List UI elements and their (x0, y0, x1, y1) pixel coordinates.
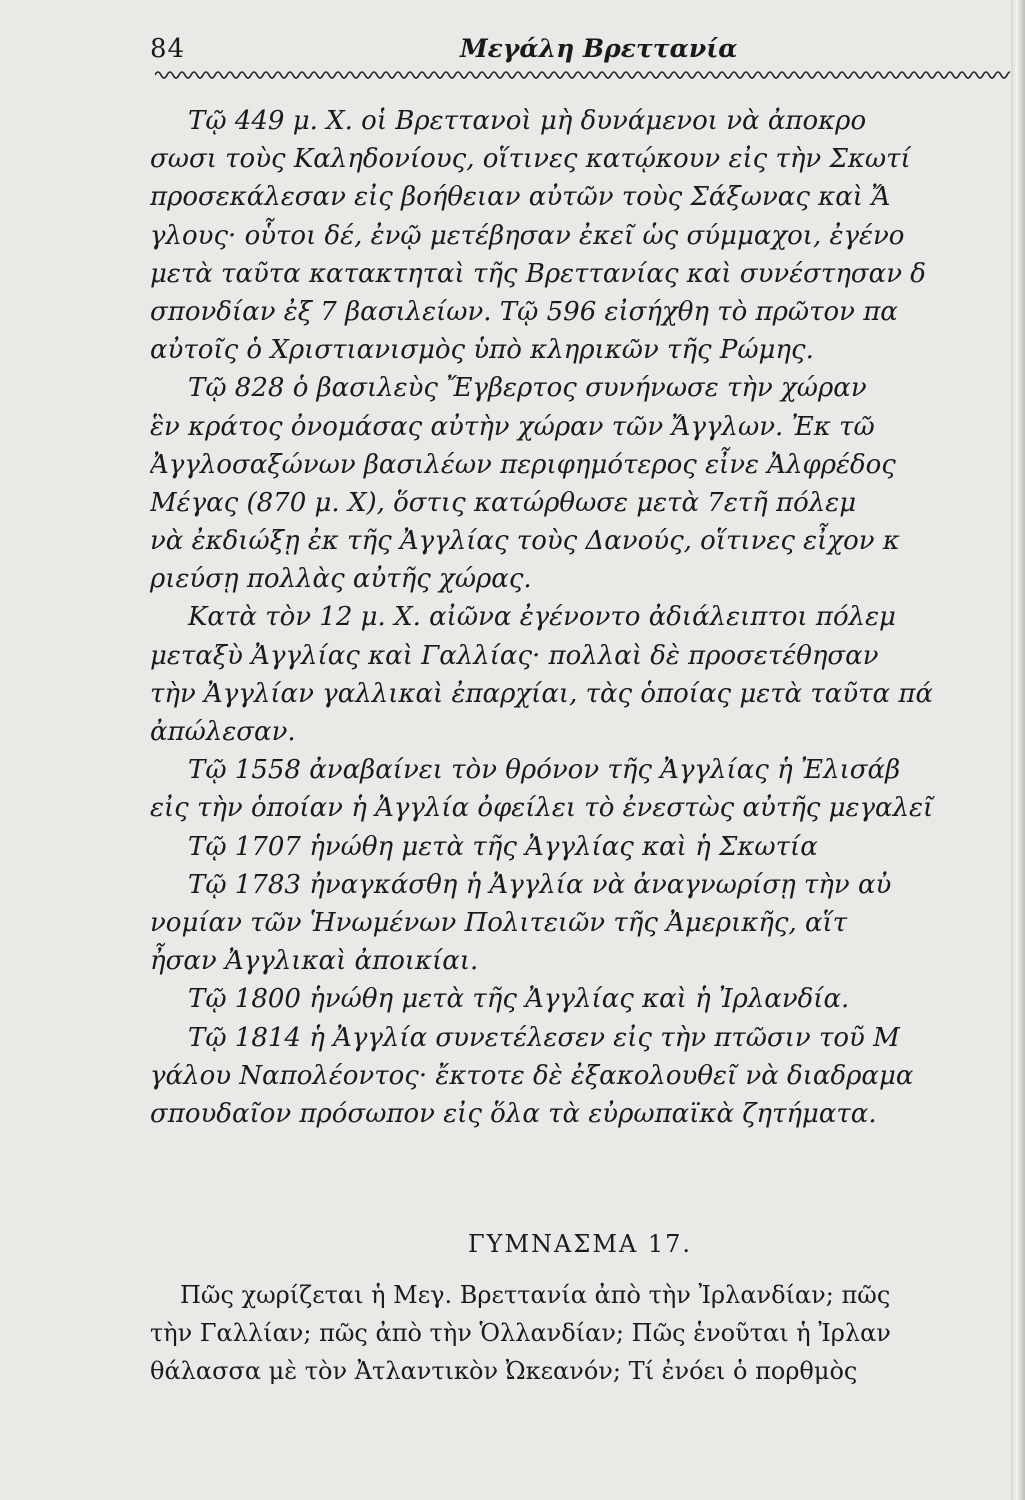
text-line: ἦσαν Ἀγγλικαὶ ἀποικίαι. (150, 946, 479, 977)
text-line: νομίαν τῶν Ἡνωμένων Πολιτειῶν τῆς Ἀμερικῆς, αἵτ (150, 907, 848, 938)
text-line: αὐτοῖς ὁ Χριστιανισμὸς ὑπὸ κληρικῶν τῆς Ρώμης. (150, 335, 814, 366)
text-line: Ἀγγλοσαξώνων βασιλέων περιφημότερος εἶνε Ἀλφρέδος (150, 449, 896, 480)
text-line: ριεύσῃ πολλὰς αὐτῆς χώρας. (150, 564, 532, 595)
exercise-questions (150, 1276, 1010, 1390)
page-edge-shadow (1011, 0, 1025, 1500)
text-line: μεταξὺ Ἀγγλίας καὶ Γαλλίας· πολλαὶ δὲ προσετέθησαν (150, 640, 879, 671)
text-line: σωσι τοὺς Καληδονίους, οἵτινες κατῴκουν εἰς τὴν Σκωτί (150, 144, 911, 175)
text-line: ἓν κράτος ὀνομάσας αὐτὴν χώραν τῶν Ἄγγλων. Ἐκ τῶ (150, 411, 875, 442)
text-line: σπουδαῖον πρόσωπον εἰς ὅλα τὰ εὐρωπαϊκὰ ζητήματα. (150, 1098, 877, 1129)
text-line: τὴν Ἀγγλίαν γαλλικαὶ ἐπαρχίαι, τὰς ὁποίας μετὰ ταῦτα πά (150, 678, 934, 709)
exercise-title: ΓΥΜΝΑΣΜΑ 17. (467, 1230, 693, 1258)
text-line: νὰ ἐκδιώξῃ ἐκ τῆς Ἀγγλίας τοὺς Δανούς, οἵτινες εἶχον κ (150, 526, 900, 557)
page-number: 84 (150, 34, 186, 64)
text-line: Τῷ 1814 ἡ Ἀγγλία συνετέλεσεν εἰς τὴν πτῶσιν τοῦ Μ (188, 1022, 900, 1053)
text-line: Τῷ 1707 ἡνώθη μετὰ τῆς Ἀγγλίας καὶ ἡ Σκωτία (188, 831, 818, 862)
text-line: προσεκάλεσαν εἰς βοήθειαν αὐτῶν τοὺς Σάξωνας καὶ Ἄ (150, 182, 891, 213)
text-line: ἀπώλεσαν. (150, 717, 296, 747)
text-line: Μέγας (870 μ. Χ), ὅστις κατώρθωσε μετὰ 7ετῆ πόλεμ (150, 487, 857, 518)
text-line: γλους· οὗτοι δέ, ἐνῷ μετέβησαν ἐκεῖ ὡς σύμμαχοι, ἐγένο (150, 220, 905, 251)
text-line: μετὰ ταῦτα κατακτηταὶ τῆς Βρεττανίας καὶ συνέστησαν δ (150, 258, 926, 289)
text-line: Τῷ 1783 ἠναγκάσθη ἡ Ἀγγλία νὰ ἀναγνωρίσῃ τὴν αὐ (188, 869, 892, 900)
exercise-line: Πῶς χωρίζεται ἡ Μεγ. Βρεττανία ἀπὸ τὴν Ἰρλανδίαν; πῶς (180, 1281, 891, 1309)
body-text (150, 102, 1010, 1133)
running-title: Μεγάλη Βρεττανία (460, 34, 738, 63)
text-line: Κατὰ τὸν 12 μ. Χ. αἰῶνα ἐγένοντο ἀδιάλειπτοι πόλεμ (188, 602, 896, 633)
text-line: σπονδίαν ἐξ 7 βασιλείων. Τῷ 596 εἰσήχθη τὸ πρῶτον πα (150, 296, 898, 327)
decorative-wavy-rule (155, 66, 1010, 84)
text-line: Τῷ 828 ὁ βασιλεὺς Ἔγβερτος συνήνωσε τὴν χώραν (188, 373, 867, 404)
text-line: Τῷ 449 μ. Χ. οἱ Βρεττανοὶ μὴ δυνάμενοι νὰ ἀποκρο (188, 106, 867, 136)
text-line: εἰς τὴν ὁποίαν ἡ Ἀγγλία ὀφείλει τὸ ἐνεστὼς αὐτῆς μεγαλεῖ (150, 793, 934, 824)
exercise-line: θάλασσα μὲ τὸν Ἀτλαντικὸν Ὠκεανόν; Τί ἐνόει ὁ πορθμὸς (150, 1357, 858, 1385)
text-line: Τῷ 1558 ἀναβαίνει τὸν θρόνον τῆς Ἀγγλίας ἡ Ἐλισάβ (188, 755, 901, 786)
text-line: γάλου Ναπολέοντος· ἔκτοτε δὲ ἐξακολουθεῖ νὰ διαδραμα (150, 1060, 914, 1091)
text-line: Τῷ 1800 ἡνώθη μετὰ τῆς Ἀγγλίας καὶ ἡ Ἰρλανδία. (188, 984, 850, 1015)
exercise-line: τὴν Γαλλίαν; πῶς ἀπὸ τὴν Ὁλλανδίαν; Πῶς ἑνοῦται ἡ Ἰρλαν (150, 1319, 891, 1347)
